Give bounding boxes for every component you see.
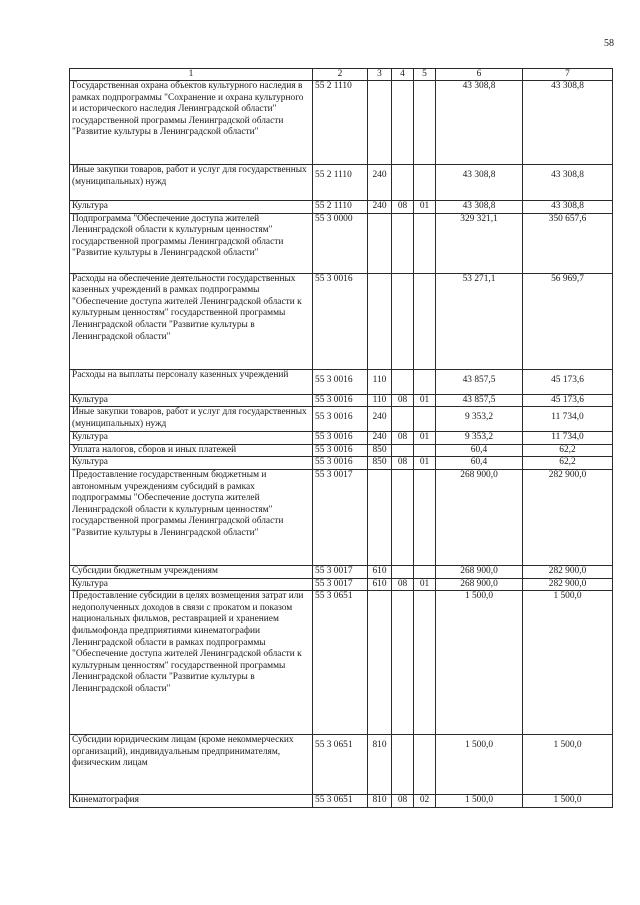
row-value-col7-cell: 45 173,6 — [523, 369, 613, 394]
header-row — [70, 69, 613, 81]
row-value-col6-cell: 9 353,2 — [436, 407, 523, 432]
row-col4-cell — [392, 591, 414, 735]
row-value-col7-cell: 282 900,0 — [523, 578, 613, 591]
row-code-cell: 55 3 0000 — [313, 213, 368, 273]
row-value-col6-cell: 268 900,0 — [436, 469, 523, 565]
row-col4-cell: 08 — [392, 578, 414, 591]
row-col5-cell: 01 — [414, 457, 436, 470]
row-name-cell: Уплата налогов, сборов и иных платежей — [70, 444, 313, 457]
row-col3-cell: 810 — [368, 795, 392, 808]
header-col-5: 5 — [414, 69, 436, 81]
row-col3-cell: 240 — [368, 432, 392, 445]
row-code-cell: 55 3 0651 — [313, 795, 368, 808]
row-col5-cell — [414, 735, 436, 795]
row-name-cell: Субсидии юридическим лицам (кроме некоммерческих организаций), индивидуальным предпринимателям, физическим лицам — [70, 735, 313, 795]
row-col4-cell — [392, 407, 414, 432]
row-col3-cell — [368, 213, 392, 273]
row-col5-cell: 01 — [414, 432, 436, 445]
row-col4-cell — [392, 369, 414, 394]
row-name-cell: Кинематография — [70, 795, 313, 808]
row-col4-cell — [392, 81, 414, 165]
row-col3-cell: 610 — [368, 565, 392, 578]
table-row — [70, 578, 613, 591]
table-row — [70, 165, 613, 201]
row-col5-cell: 01 — [414, 201, 436, 214]
row-code-cell: 55 3 0016 — [313, 394, 368, 407]
row-value-col6-cell: 43 308,8 — [436, 201, 523, 214]
row-name-cell: Культура — [70, 578, 313, 591]
row-code-cell: 55 2 1110 — [313, 201, 368, 214]
row-value-col6-cell: 60,4 — [436, 457, 523, 470]
row-value-col7-cell: 1 500,0 — [523, 735, 613, 795]
row-value-col7-cell: 43 308,8 — [523, 81, 613, 165]
header-col-4: 4 — [392, 69, 414, 81]
row-col3-cell — [368, 469, 392, 565]
table-row — [70, 735, 613, 795]
table-row — [70, 457, 613, 470]
row-value-col6-cell: 60,4 — [436, 444, 523, 457]
table-row — [70, 407, 613, 432]
row-name-cell: Культура — [70, 432, 313, 445]
row-name-cell: Предоставление субсидии в целях возмещения затрат или недополученных доходов в связи с прокатом и показом национальных фильмов, реставрацией и хранением фильмофонда предприятиями кинематографии Ленинградской области в рамках подпрограммы "Обеспечение доступа жителей Ленинградской области к культурным ценностям" государственной программы Ленинградской области "Развитие культуры в Ленинградской области" — [70, 591, 313, 735]
row-value-col6-cell: 9 353,2 — [436, 432, 523, 445]
row-value-col6-cell: 43 857,5 — [436, 369, 523, 394]
row-col3-cell — [368, 81, 392, 165]
row-code-cell: 55 3 0017 — [313, 469, 368, 565]
row-name-cell: Иные закупки товаров, работ и услуг для государственных (муниципальных) нужд — [70, 407, 313, 432]
row-col5-cell: 01 — [414, 578, 436, 591]
table-row — [70, 213, 613, 273]
row-code-cell: 55 2 1110 — [313, 81, 368, 165]
row-name-cell: Расходы на обеспечение деятельности государственных казенных учреждений в рамках подпрограммы "Обеспечение доступа жителей Ленинградской области к культурным ценностям" государственной программы Ленинградской области "Развитие культуры в Ленинградской области" — [70, 273, 313, 369]
row-code-cell: 55 3 0651 — [313, 735, 368, 795]
row-name-cell: Иные закупки товаров, работ и услуг для государственных (муниципальных) нужд — [70, 165, 313, 201]
row-value-col7-cell: 350 657,6 — [523, 213, 613, 273]
header-col-7: 7 — [523, 69, 613, 81]
row-col5-cell — [414, 591, 436, 735]
row-col5-cell — [414, 273, 436, 369]
row-value-col6-cell: 1 500,0 — [436, 795, 523, 808]
table-row — [70, 369, 613, 394]
row-value-col7-cell: 62,2 — [523, 457, 613, 470]
row-name-cell: Культура — [70, 457, 313, 470]
row-col4-cell — [392, 444, 414, 457]
row-col5-cell: 02 — [414, 795, 436, 808]
table-row — [70, 273, 613, 369]
row-col3-cell: 610 — [368, 578, 392, 591]
row-col4-cell — [392, 273, 414, 369]
row-col4-cell — [392, 469, 414, 565]
row-name-cell: Предоставление государственным бюджетным и автономным учреждениям субсидий в рамках подпрограммы "Обеспечение доступа жителей Ленинградской области к культурным ценностям" государственной программы Ленинградской области "Развитие культуры в Ленинградской области" — [70, 469, 313, 565]
row-code-cell: 55 3 0016 — [313, 273, 368, 369]
row-value-col7-cell: 282 900,0 — [523, 565, 613, 578]
row-value-col6-cell: 53 271,1 — [436, 273, 523, 369]
row-col4-cell: 08 — [392, 795, 414, 808]
row-code-cell: 55 3 0016 — [313, 369, 368, 394]
row-value-col6-cell: 43 857,5 — [436, 394, 523, 407]
table-row — [70, 469, 613, 565]
row-col5-cell — [414, 469, 436, 565]
row-value-col6-cell: 329 321,1 — [436, 213, 523, 273]
row-code-cell: 55 3 0651 — [313, 591, 368, 735]
row-col5-cell — [414, 81, 436, 165]
row-value-col7-cell: 1 500,0 — [523, 795, 613, 808]
row-code-cell: 55 3 0017 — [313, 578, 368, 591]
table-row — [70, 591, 613, 735]
row-value-col7-cell: 11 734,0 — [523, 407, 613, 432]
row-col3-cell: 240 — [368, 407, 392, 432]
row-code-cell: 55 2 1110 — [313, 165, 368, 201]
row-value-col7-cell: 62,2 — [523, 444, 613, 457]
row-col5-cell — [414, 407, 436, 432]
header-col-6: 6 — [436, 69, 523, 81]
table-row — [70, 565, 613, 578]
row-value-col6-cell: 43 308,8 — [436, 81, 523, 165]
budget-table — [69, 68, 613, 808]
row-col4-cell — [392, 165, 414, 201]
table-row — [70, 394, 613, 407]
row-value-col6-cell: 1 500,0 — [436, 735, 523, 795]
page-number: 58 — [604, 38, 614, 49]
row-col3-cell — [368, 273, 392, 369]
header-col-2: 2 — [313, 69, 368, 81]
row-col3-cell: 810 — [368, 735, 392, 795]
row-value-col7-cell: 11 734,0 — [523, 432, 613, 445]
row-value-col6-cell: 268 900,0 — [436, 578, 523, 591]
row-col3-cell: 240 — [368, 165, 392, 201]
row-code-cell: 55 3 0017 — [313, 565, 368, 578]
table-row — [70, 795, 613, 808]
row-col4-cell: 08 — [392, 457, 414, 470]
row-col4-cell — [392, 735, 414, 795]
row-col3-cell: 850 — [368, 444, 392, 457]
row-col4-cell: 08 — [392, 432, 414, 445]
row-col5-cell — [414, 565, 436, 578]
row-name-cell: Расходы на выплаты персоналу казенных учреждений — [70, 369, 313, 394]
row-col5-cell — [414, 213, 436, 273]
row-col3-cell: 850 — [368, 457, 392, 470]
row-col3-cell: 110 — [368, 369, 392, 394]
row-name-cell: Культура — [70, 394, 313, 407]
row-value-col7-cell: 43 308,8 — [523, 201, 613, 214]
row-col4-cell — [392, 565, 414, 578]
row-col5-cell: 01 — [414, 394, 436, 407]
row-value-col6-cell: 1 500,0 — [436, 591, 523, 735]
row-code-cell: 55 3 0016 — [313, 432, 368, 445]
row-col5-cell — [414, 165, 436, 201]
row-col5-cell — [414, 369, 436, 394]
row-value-col7-cell: 56 969,7 — [523, 273, 613, 369]
row-code-cell: 55 3 0016 — [313, 457, 368, 470]
table-row — [70, 201, 613, 214]
row-value-col7-cell: 43 308,8 — [523, 165, 613, 201]
row-code-cell: 55 3 0016 — [313, 407, 368, 432]
row-code-cell: 55 3 0016 — [313, 444, 368, 457]
row-value-col7-cell: 1 500,0 — [523, 591, 613, 735]
row-col4-cell — [392, 213, 414, 273]
row-value-col7-cell: 45 173,6 — [523, 394, 613, 407]
row-name-cell: Культура — [70, 201, 313, 214]
row-col5-cell — [414, 444, 436, 457]
row-value-col6-cell: 43 308,8 — [436, 165, 523, 201]
table-row — [70, 444, 613, 457]
row-col3-cell — [368, 591, 392, 735]
row-value-col6-cell: 268 900,0 — [436, 565, 523, 578]
table-row — [70, 81, 613, 165]
row-col3-cell: 110 — [368, 394, 392, 407]
row-name-cell: Подпрограмма "Обеспечение доступа жителей Ленинградской области к культурным ценностям" государственной программы Ленинградской области "Развитие культуры в Ленинградской области" — [70, 213, 313, 273]
row-value-col7-cell: 282 900,0 — [523, 469, 613, 565]
row-col4-cell: 08 — [392, 201, 414, 214]
row-col4-cell: 08 — [392, 394, 414, 407]
header-col-3: 3 — [368, 69, 392, 81]
row-name-cell: Субсидии бюджетным учреждениям — [70, 565, 313, 578]
table-row — [70, 432, 613, 445]
row-name-cell: Государственная охрана объектов культурного наследия в рамках подпрограммы "Сохранение и охрана культурного и исторического наследия Ленинградской области" государственной программы Ленинградской области "Развитие культуры в Ленинградской области" — [70, 81, 313, 165]
row-col3-cell: 240 — [368, 201, 392, 214]
header-col-1: 1 — [70, 69, 313, 81]
